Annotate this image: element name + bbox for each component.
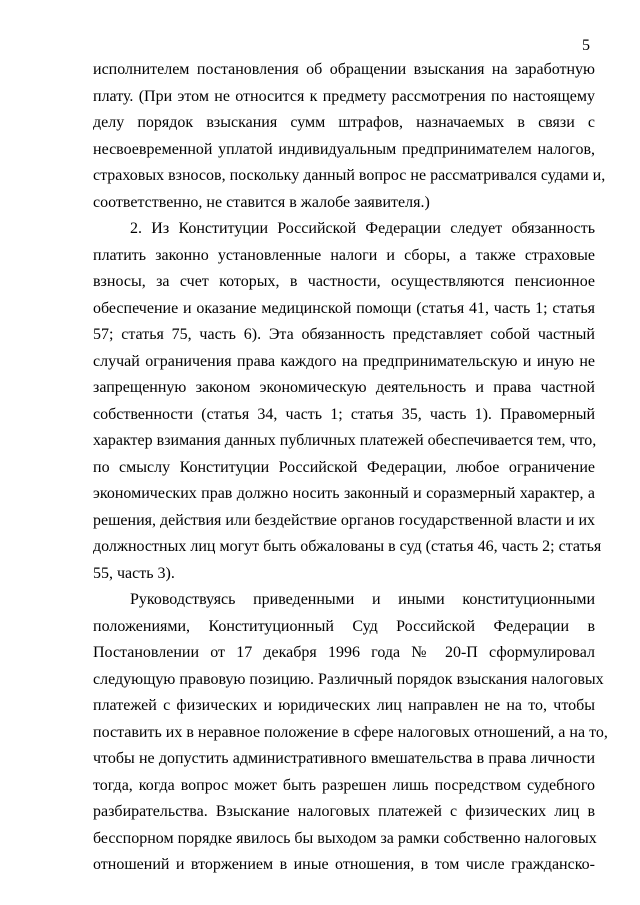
paragraph-line: следующую правовую позицию. Различный порядок взыскания налоговых (93, 670, 604, 688)
paragraph-line: экономических прав должно носить законный и соразмерный характер, а (93, 485, 595, 502)
paragraph-line: бесспорном порядке явилось бы выходом за рамки собственно налоговых (93, 829, 597, 847)
paragraph-line: чтобы не допустить административного вмешательства в права личности (93, 750, 595, 767)
paragraph-line: случай ограничения права каждого на предпринимательскую и иную не (93, 352, 595, 370)
paragraph-line: собственности (статья 34, часть 1; статья 35, часть 1). Правомерный (93, 405, 595, 423)
paragraph-line: Постановлении от 17 декабря 1996 года № 20-П сформулировал (93, 644, 595, 661)
paragraph-line: соответственно, не ставится в жалобе заявителя.) (93, 193, 430, 211)
paragraph-line: 2. Из Конституции Российской Федерации следует обязанность (130, 220, 595, 237)
paragraph-line: делу порядок взыскания сумм штрафов, назначаемых в связи с (93, 114, 595, 131)
paragraph-line: решения, действия или бездействие органов государственной власти и их (93, 511, 595, 529)
paragraph-line: положениями, Конституционный Суд Российской Федерации в (93, 617, 595, 635)
paragraph-line: разбирательства. Взыскание налоговых платежей с физических лиц в (93, 803, 595, 820)
paragraph-line: поставить их в неравное положение в сфере налоговых отношений, а на то, (93, 723, 608, 741)
paragraph-line: платить законно установленные налоги и сборы, а также страховые (93, 246, 595, 264)
paragraph-line: взносы, за счет которых, в частности, осуществляются пенсионное (93, 273, 595, 290)
paragraph-line: характер взимания данных публичных платежей обеспечивается тем, что, (93, 432, 597, 449)
paragraph-line: тогда, когда вопрос может быть разрешен лишь посредством судебного (93, 776, 595, 794)
paragraph-line: страховых взносов, поскольку данный вопрос не рассматривался судами и, (93, 167, 606, 184)
paragraph (93, 57, 606, 216)
paragraph (93, 587, 608, 879)
paragraph-line: несвоевременной уплатой индивидуальным предпринимателем налогов, (93, 140, 595, 158)
paragraph (93, 216, 602, 587)
paragraph-line: 55, часть 3). (93, 564, 175, 582)
paragraph-line: запрещенную законом экономическую деятельность и права частной (93, 379, 595, 396)
paragraph-line: отношений и вторжением в иные отношения, в том числе гражданско- (93, 856, 595, 873)
paragraph-line: платежей с физических и юридических лиц направлен не на то, чтобы (93, 697, 595, 714)
document-body (93, 57, 608, 879)
paragraph-line: плату. (При этом не относится к предмету рассмотрения по настоящему (93, 87, 595, 105)
paragraph-line: должностных лиц могут быть обжалованы в суд (статья 46, часть 2; статья (93, 538, 602, 555)
paragraph-line: обеспечение и оказание медицинской помощи (статья 41, часть 1; статья (93, 299, 595, 317)
paragraph-line: 57; статья 75, часть 6). Эта обязанность представляет собой частный (93, 326, 595, 343)
paragraph-line: исполнителем постановления об обращении взыскания на заработную (93, 61, 595, 78)
page-number: 5 (582, 37, 590, 54)
paragraph-line: Руководствуясь приведенными и иными конституционными (130, 591, 595, 608)
paragraph-line: по смыслу Конституции Российской Федерации, любое ограничение (93, 458, 595, 476)
